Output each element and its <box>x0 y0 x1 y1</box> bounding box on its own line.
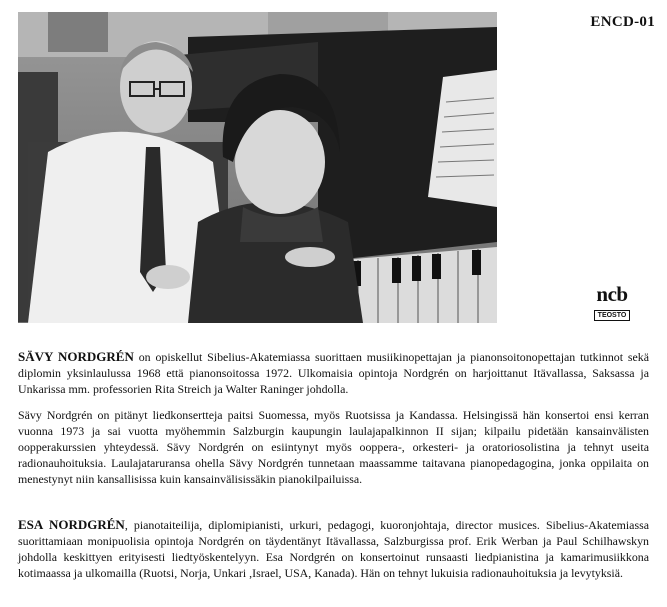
esa-name: ESA NORDGRÉN <box>18 517 125 532</box>
duo-photo <box>18 12 497 323</box>
savy-name: SÄVY NORDGRÉN <box>18 349 134 364</box>
teosto-logo-caption: TEOSTO <box>594 310 631 321</box>
savy-bio-text: on opiskellut Sibelius-Akatemiassa suorittaen musiikinopettajan ja pianonsoitonopettajan tutkinnot sekä diplomin yksinlaulussa 1968 että pianonsoitossa 1972. Ulkomaisia opintoja Nordgrén on harjoittanut Itävallassa, Saksassa ja Unkarissa mm. professorien Rita Streich ja Walter Raninger johdolla. <box>18 350 649 396</box>
ncb-logo-mark: ncb <box>596 282 628 306</box>
esa-bio-paragraph <box>18 517 649 581</box>
catalog-number: ENCD-01 <box>590 14 655 30</box>
photo-illustration <box>18 12 497 323</box>
savy-career-paragraph: Sävy Nordgrén on pitänyt liedkonsertteja paitsi Suomessa, myös Ruotsissa ja Kandassa. Helsingissä hän konsertoi ensi kerran vuonna 1973 ja sai vuotta myöhemmin Salzburgin kaupungin laulajapalkinnon II sijan; kilpailu pidetään kansainvälisten oopperakurssien yhteydessä. Sävy Nordgrén on esiintynyt myös ooppera-, orkesteri- ja oratoriosolistina ja tehnyt useita radionauhoituksia. Laulajataruransa ohella Sävy Nordgrén tunnetaan maassamme taitavana pianopedagogina, jonka oppilaita on menestynyt niin kansallisissa kuin kansainvälisissäkin pianokilpailuissa. <box>18 408 649 486</box>
ncb-teosto-logo <box>589 284 635 318</box>
esa-bio-text: , pianotaiteilija, diplomipianisti, urkuri, pedagogi, kuoronjohtaja, director musices. Sibelius-Akatemiassa suorittamiaan monipuolisia opintoja Nordgrén on täydentänyt Itävallassa, Salzburgissa prof. Erik Werban ja Paul Schilhawskyn johdolla keskittyen erityisesti liedtyöskentelyyn. Esa Nordgrén on konsertoinut runsaasti liedpianistina ja kamarimusiikkona kotimaassa ja ulkomailla (Ruotsi, Norja, Unkari ,Israel, USA, Kanada). Hän on tehnyt lukuisia radionauhoituksia ja levytyksiä. <box>18 518 649 580</box>
savy-bio-paragraph <box>18 349 649 397</box>
